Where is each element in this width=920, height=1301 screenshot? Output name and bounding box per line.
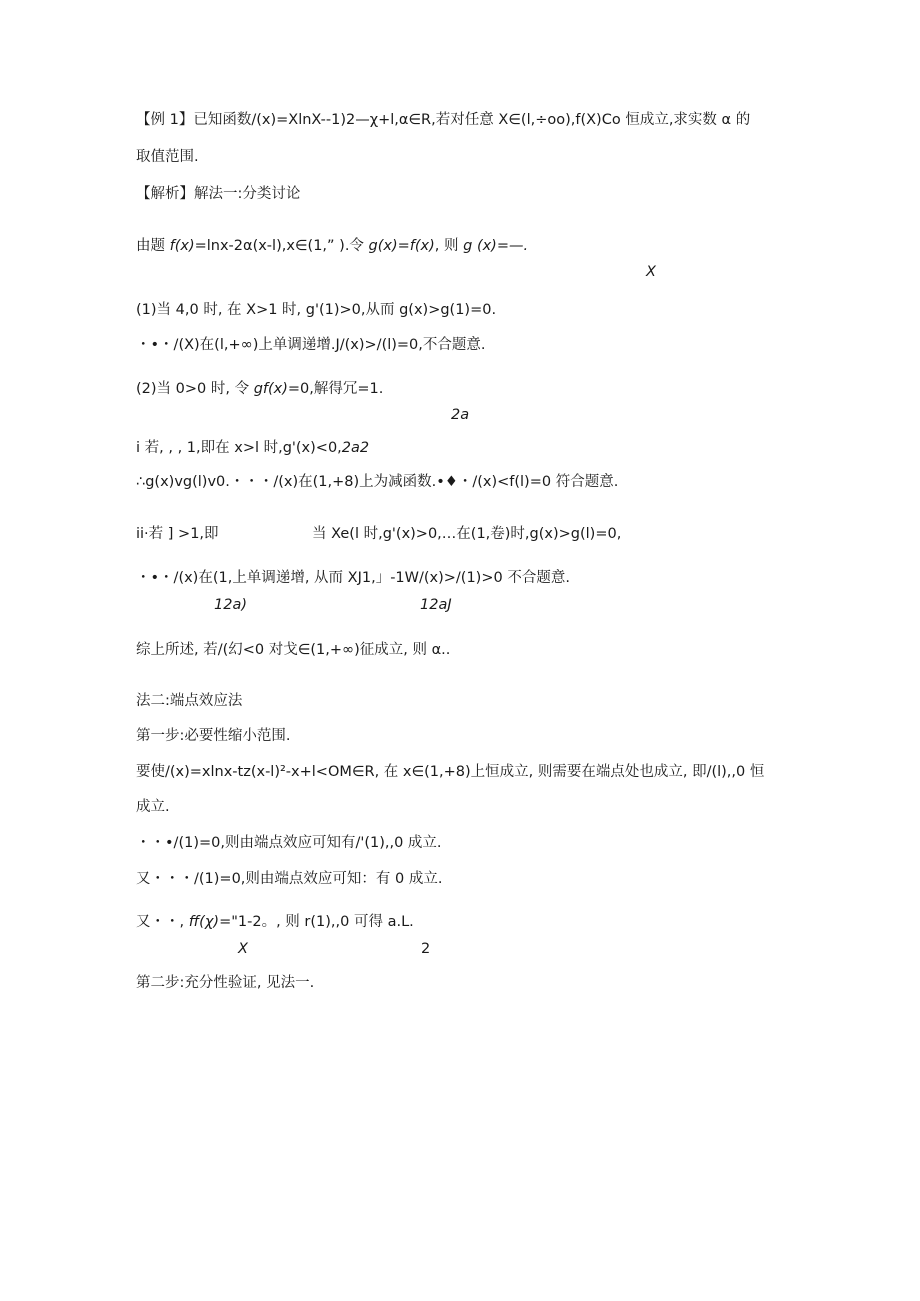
endpoint-line-b: 又・・・/(1)=0,则由端点效应可知：有 0 成立. [136,871,443,887]
endpoint-line-a: ・・•/(1)=0,则由端点效应可知有/'(1),,0 成立. [136,835,442,851]
step2-line: 第二步:充分性验证, 见法一. [136,975,315,991]
subcase-i-line-b: ∴g(x)vg(l)v0.・・・/(x)在(1,+8)上为减函数.•♦・/(x)<f(l)=0 符合题意. [136,474,619,490]
intro-text-b: =lnx-2α(x-l),x∈(1,” ).令 [194,238,369,254]
case2-gprime: gf(x) [253,381,288,397]
intro-text-a: 由题 [136,238,170,254]
endpoint-c-post: ="1-2。, 则 r(1),,0 可得 a.L. [219,914,414,930]
solution-heading: 【解析】解法一:分类讨论 [136,186,301,202]
subcase-ii-line-c: ・•・/(x)在(1,上单调递增, 从而 XJ1,」-1W/(x)>/(1)>0 不合题意. [136,570,570,586]
endpoint-c-number: 2 [421,941,431,957]
case2-text-post: =0,解得冗=1. [287,381,384,397]
condition-line-b: 成立. [136,799,170,815]
intro-line [136,236,528,256]
example-line-1: 【例 1】已知函数/(x)=XlnX--1)2—χ+l,α∈R,若对任意 X∈(l,÷oo),f(X)Co 恒成立,求实数 α 的 [136,112,751,128]
subcase-ii-frac-2: 12aJ [420,597,452,613]
endpoint-c-denominator: X [238,941,248,957]
step1-line: 第一步:必要性缩小范围. [136,728,291,744]
method2-heading: 法二:端点效应法 [136,693,243,709]
intro-text-c: , 则 [434,238,464,254]
subcase-i-frac: 2a2 [341,440,370,456]
intro-f: f(x) [169,238,195,254]
subcase-i-line-a [136,438,369,458]
intro-g: g(x)=f(x) [368,238,435,254]
condition-line-a: 要使/(x)=xlnx-tz(x-l)²-x+l<OM∈R, 在 x∈(1,+8)上恒成立, 则需要在端点处也成立, 即/(l),,0 恒 [136,764,765,780]
intro-denominator: X [646,264,656,280]
endpoint-c-pre: 又・・, [136,914,189,930]
example-line-2: 取值范围. [136,149,199,165]
endpoint-c-deriv: ff(χ) [188,914,220,930]
case1-line-b: ・•・/(X)在(l,+∞)上单调递增.J/(x)>/(l)=0,不合题意. [136,337,486,353]
subcase-ii-line-b: 当 Xe(l 时,g'(x)>0,…在(1,卷)时,g(x)>g(l)=0, [312,526,622,542]
case2-line-a [136,379,383,399]
summary-line: 综上所述, 若/(幻<0 对戈∈(1,+∞)征成立, 则 α.. [136,642,451,658]
subcase-i-text: i 若, , , 1,即在 x>l 时,g'(x)<0, [136,440,342,456]
subcase-ii-frac-1: 12a) [214,597,247,613]
case2-text-pre: (2)当 0>0 时, 令 [136,381,254,397]
endpoint-line-c [136,912,414,932]
case2-denominator: 2a [451,407,470,423]
case1-line-a: (1)当 4,0 时, 在 X>1 时, g'(1)>0,从而 g(x)>g(1)=0. [136,302,497,318]
subcase-ii-line-a: ii·若 ] >1,即 [136,526,219,542]
intro-gp: g (x)=—. [463,238,529,254]
